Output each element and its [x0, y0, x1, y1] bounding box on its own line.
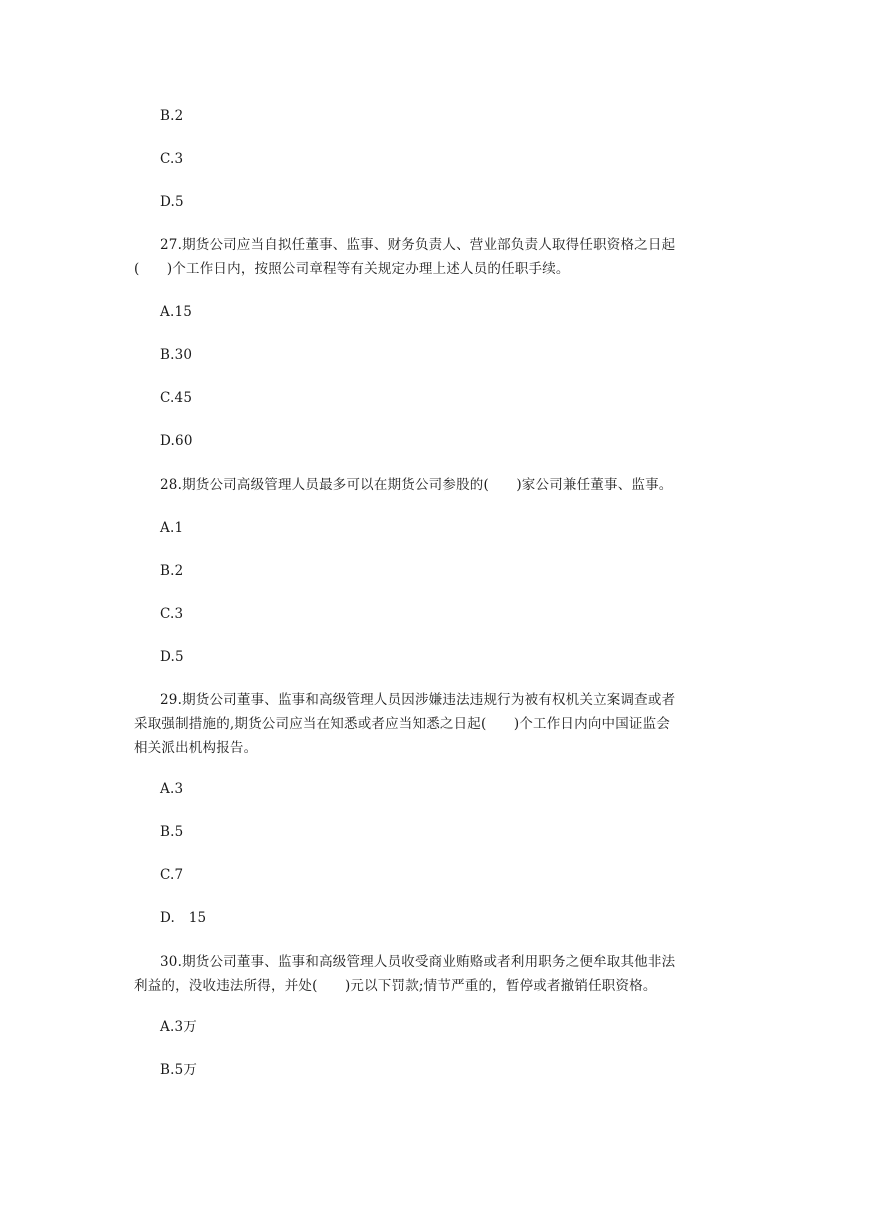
- option-b: B.5万: [160, 1062, 198, 1078]
- option-a: A.15: [160, 304, 193, 320]
- option-a: A.3万: [160, 1019, 197, 1035]
- option-c: C.3: [160, 151, 184, 167]
- question-30-line-1: 30.期货公司董事、监事和高级管理人员收受商业贿赂或者利用职务之便牟取其他非法: [160, 954, 676, 970]
- option-b: B.30: [160, 347, 193, 363]
- option-d: D. 15: [160, 910, 207, 926]
- option-b: B.2: [160, 563, 184, 579]
- question-29-line-2: 采取强制措施的,期货公司应当在知悉或者应当知悉之日起( )个工作日内向中国证监会: [134, 716, 671, 732]
- option-d: D.5: [160, 649, 184, 665]
- option-c: C.7: [160, 867, 184, 883]
- question-29-line-1: 29.期货公司董事、监事和高级管理人员因涉嫌违法违规行为被有权机关立案调查或者: [160, 692, 676, 708]
- question-30-line-2: 利益的，没收违法所得，并处( )元以下罚款;情节严重的，暂停或者撤销任职资格。: [134, 978, 657, 994]
- option-d: D.5: [160, 194, 184, 210]
- option-c: C.3: [160, 606, 184, 622]
- question-27-line-2: ( )个工作日内，按照公司章程等有关规定办理上述人员的任职手续。: [134, 261, 570, 277]
- option-c: C.45: [160, 390, 193, 406]
- option-a: A.1: [160, 520, 184, 536]
- option-b: B.2: [160, 108, 184, 124]
- option-b: B.5: [160, 824, 184, 840]
- question-27-line-1: 27.期货公司应当自拟任董事、监事、财务负责人、营业部负责人取得任职资格之日起: [160, 237, 676, 253]
- question-28-line-1: 28.期货公司高级管理人员最多可以在期货公司参股的( )家公司兼任董事、监事。: [160, 477, 673, 493]
- option-a: A.3: [160, 781, 184, 797]
- option-d: D.60: [160, 433, 193, 449]
- question-29-line-3: 相关派出机构报告。: [134, 740, 258, 756]
